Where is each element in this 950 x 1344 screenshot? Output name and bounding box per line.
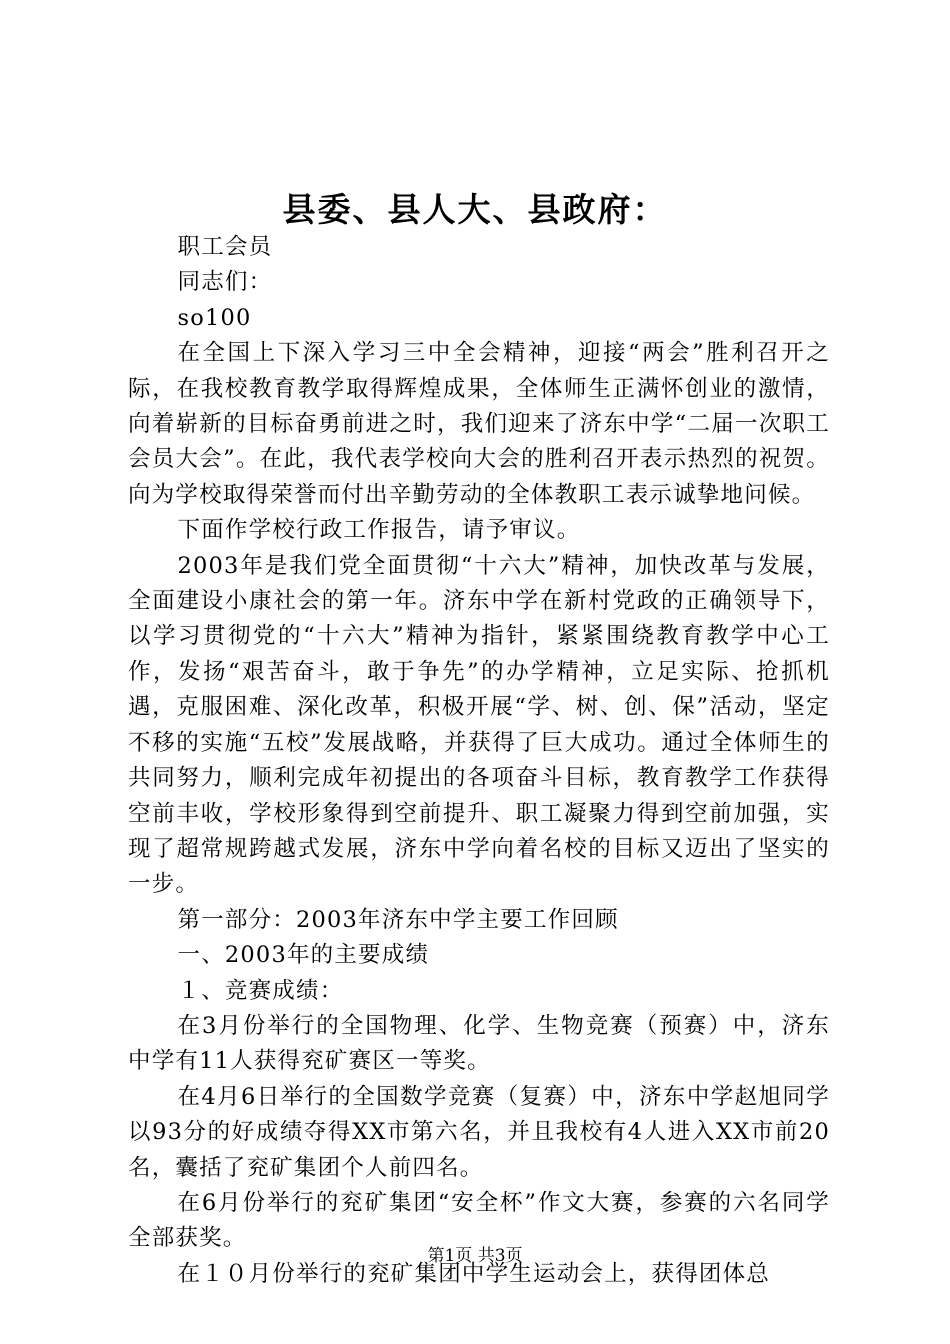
- page-footer: 第1页 共3页: [427, 1246, 523, 1266]
- paragraph-competition-1: 在3月份举行的全国物理、化学、生物竞赛（预赛）中，济东中学有11人获得兖矿赛区一等奖。: [128, 1012, 830, 1075]
- item-heading: １、竞赛成绩：: [177, 977, 344, 1004]
- paragraph-competition-2: 在4月6日举行的全国数学竞赛（复赛）中，济东中学赵旭同学以93分的好成绩夺得XX市第六名，并且我校有4人进入XX市前20名，囊括了兖矿集团个人前四名。: [128, 1083, 830, 1181]
- paragraph-competition-4: 在１０月份举行的兖矿集团中学生运动会上，获得团体总: [177, 1260, 771, 1287]
- paragraph-recipient: 职工会员: [177, 234, 273, 260]
- paragraph-report-intro: 下面作学校行政工作报告，请予审议。: [177, 517, 581, 544]
- paragraph-overview: 2003年是我们党全面贯彻“十六大”精神，加快改革与发展，全面建设小康社会的第一年。济东中学在新村党政的正确领导下，以学习贯彻党的“十六大”精神为指针，紧紧围绕教育教学中心工作，发扬“艰苦奋斗，敢于争先”的办学精神，立足实际、抢抓机遇，克服困难、深化改革，积极开展“学、树、创、保”活动，坚定不移的实施“五校”发展战略，并获得了巨大成功。通过全体师生的共同努力，顺利完成年初提出的各项奋斗目标，教育教学工作获得空前丰收，学校形象得到空前提升、职工凝聚力得到空前加强，实现了超常规跨越式发展，济东中学向着名校的目标又迈出了坚实的一步。: [128, 552, 830, 898]
- subsection-heading: 一、2003年的主要成绩: [177, 942, 430, 969]
- document-body: [128, 230, 830, 1292]
- document-title: 县委、县人大、县政府：: [282, 190, 668, 229]
- paragraph-code: so100: [177, 304, 252, 331]
- section-heading: 第一部分：2003年济东中学主要工作回顾: [177, 906, 619, 933]
- paragraph-competition-3: 在6月份举行的兖矿集团“安全杯”作文大赛，参赛的六名同学全部获奖。: [128, 1189, 830, 1252]
- paragraph-salutation: 同志们：: [177, 269, 273, 296]
- paragraph-opening: 在全国上下深入学习三中全会精神，迎接“两会”胜利召开之际，在我校教育教学取得辉煌成果，全体师生正满怀创业的激情，向着崭新的目标奋勇前进之时，我们迎来了济东中学“二届一次职工会员大会”。在此，我代表学校向大会的胜利召开表示热烈的祝贺。向为学校取得荣誉而付出辛勤劳动的全体教职工表示诚挚地问候。: [128, 340, 830, 508]
